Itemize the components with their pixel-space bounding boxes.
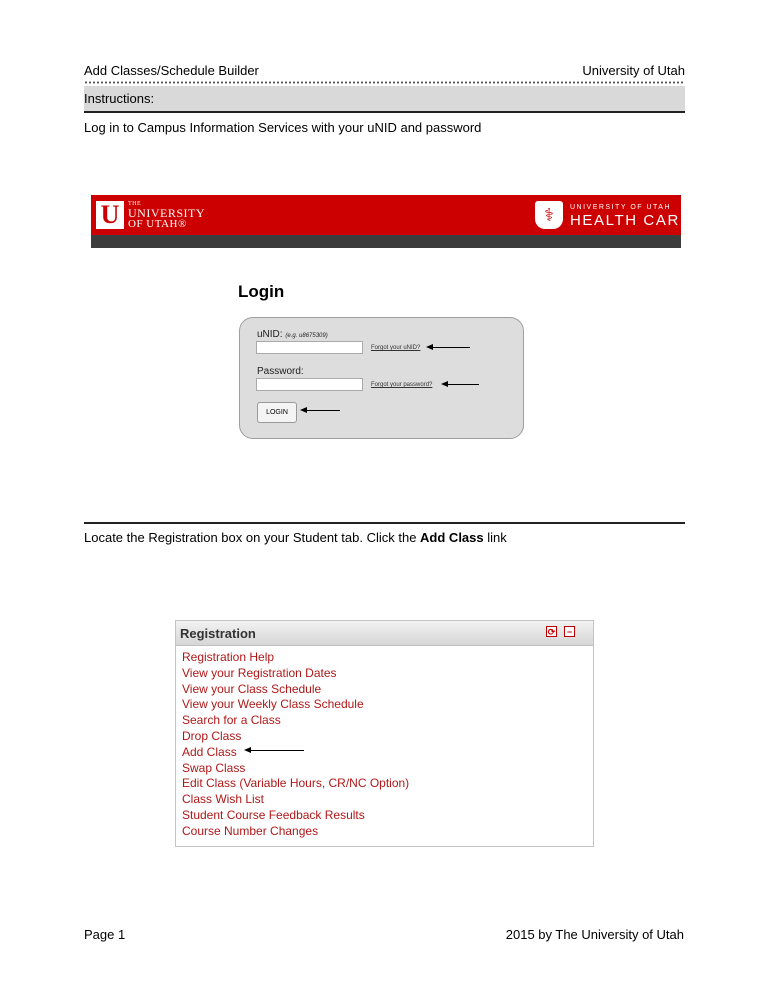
instructions-bar [84,86,685,113]
link-class-wish-list[interactable]: Class Wish List [182,792,265,807]
arrow-icon [306,410,340,411]
step1-instruction: Log in to Campus Information Services with your uNID and password [84,120,482,135]
link-swap-class[interactable]: Swap Class [182,760,246,775]
link-edit-class[interactable]: Edit Class (Variable Hours, CR/NC Option) [182,776,410,791]
unid-input[interactable] [256,341,363,354]
section-divider [84,522,685,524]
link-registration-dates[interactable]: View your Registration Dates [182,665,337,680]
footer-page-number: Page 1 [84,927,126,942]
link-course-number-changes[interactable]: Course Number Changes [182,823,319,838]
dotted-divider [84,81,685,84]
university-wordmark: THE UNIVERSITY OF UTAH® [128,201,205,230]
unid-example: (e.g. u8675309) [285,333,328,339]
university-u-logo: U [96,201,124,229]
refresh-icon[interactable]: ⟳ [547,627,556,637]
login-title: Login [238,282,285,301]
header-doc-title: Add Classes/Schedule Builder [84,63,259,78]
page-header [84,63,685,80]
link-search-class[interactable]: Search for a Class [182,713,281,728]
link-drop-class[interactable]: Drop Class [182,728,242,743]
link-add-class[interactable]: Add Class [182,744,237,759]
header-organization: University of Utah [582,63,685,78]
forgot-password-link[interactable]: Forgot your password? [371,382,433,388]
health-care-wordmark: UNIVERSITY OF UTAH HEALTH CARE [570,204,692,229]
link-weekly-class-schedule[interactable]: View your Weekly Class Schedule [182,697,364,712]
registration-title: Registration [180,626,256,641]
minimize-icon[interactable]: − [564,626,575,637]
instructions-label: Instructions: [84,91,155,106]
arrow-icon [447,384,479,385]
health-care-shield-icon: ⚕ [535,201,563,229]
footer-copyright: 2015 by The University of Utah [505,927,684,942]
unid-label: uNID: (e.g. u8675309) [257,329,328,340]
login-button[interactable]: LOGIN [257,402,297,423]
password-input[interactable] [256,378,363,391]
link-course-feedback[interactable]: Student Course Feedback Results [182,807,365,822]
link-registration-help[interactable]: Registration Help [182,650,275,664]
registration-links [182,650,409,840]
link-class-schedule[interactable]: View your Class Schedule [182,681,322,696]
password-label: Password: [257,366,304,377]
banner-strip [91,235,681,248]
arrow-icon [432,347,470,348]
forgot-unid-link[interactable]: Forgot your uNID? [371,345,421,351]
arrow-icon [250,750,304,751]
step2-instruction: Locate the Registration box on your Student tab. Click the Add Class link [84,530,507,545]
